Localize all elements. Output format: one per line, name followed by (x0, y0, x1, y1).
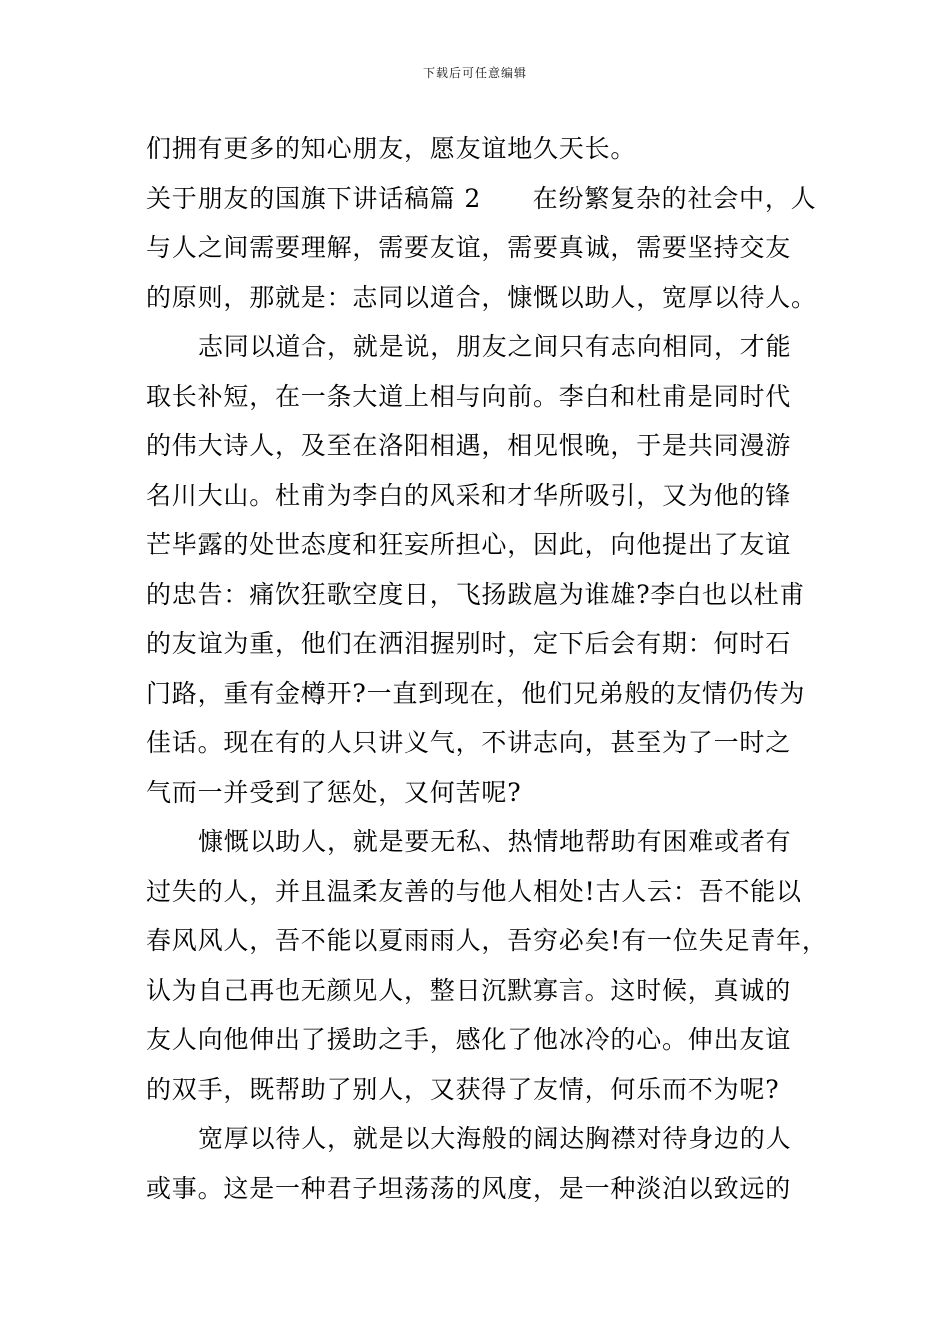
text-line: 佳话。现在有的人只讲义气，不讲志向，甚至为了一时之 (146, 728, 792, 757)
text-line: 芒毕露的处世态度和狂妄所担心，因此，向他提出了友谊 (146, 530, 792, 559)
page-header: 下载后可任意编辑 (422, 66, 527, 80)
paragraph-start-line: 慷慨以助人，就是要无私、热情地帮助有困难或者有 (198, 827, 792, 856)
text-line: 的原则，那就是：志同以道合，慷慨以助人，宽厚以待人。 (146, 282, 817, 312)
paragraph-start-line: 志同以道合，就是说，朋友之间只有志向相同，才能 (198, 332, 792, 361)
section-title-line: 关于朋友的国旗下讲话稿篇 2 在纷繁复杂的社会中，人 (146, 183, 817, 213)
text-line: 友人向他伸出了援助之手，感化了他冰冷的心。伸出友谊 (146, 1025, 792, 1054)
text-line: 的忠告：痛饮狂歌空度日，飞扬跋扈为谁雄?李白也以杜甫 (146, 579, 806, 609)
text-line: 门路，重有金樽开?一直到现在，他们兄弟般的友情仍传为 (146, 678, 806, 708)
text-line: 过失的人，并且温柔友善的与他人相处!古人云：吾不能以 (146, 876, 802, 906)
paragraph-start-line: 宽厚以待人，就是以大海般的阔达胸襟对待身边的人 (198, 1124, 792, 1153)
text-line: 的双手，既帮助了别人，又获得了友情，何乐而不为呢? (146, 1074, 780, 1104)
text-line: 气而一并受到了惩处，又何苦呢? (146, 777, 522, 807)
text-line: 名川大山。杜甫为李白的风采和才华所吸引，又为他的锋 (146, 480, 792, 510)
text-line: 或事。这是一种君子坦荡荡的风度，是一种淡泊以致远的 (146, 1173, 792, 1203)
text-line: 与人之间需要理解，需要友谊，需要真诚，需要坚持交友 (146, 233, 792, 262)
document-body (146, 124, 828, 1213)
text-line: 的友谊为重，他们在洒泪握别时，定下后会有期：何时石 (146, 629, 792, 658)
text-line: 认为自己再也无颜见人，整日沉默寡言。这时候，真诚的 (146, 975, 792, 1005)
text-line: 取长补短，在一条大道上相与向前。李白和杜甫是同时代 (146, 381, 792, 411)
text-line: 们拥有更多的知心朋友，愿友谊地久天长。 (146, 134, 637, 163)
text-line: 春风风人，吾不能以夏雨雨人，吾穷必矣!有一位失足青年， (146, 926, 828, 955)
text-line: 的伟大诗人，及至在洛阳相遇，相见恨晚，于是共同漫游 (146, 431, 792, 460)
